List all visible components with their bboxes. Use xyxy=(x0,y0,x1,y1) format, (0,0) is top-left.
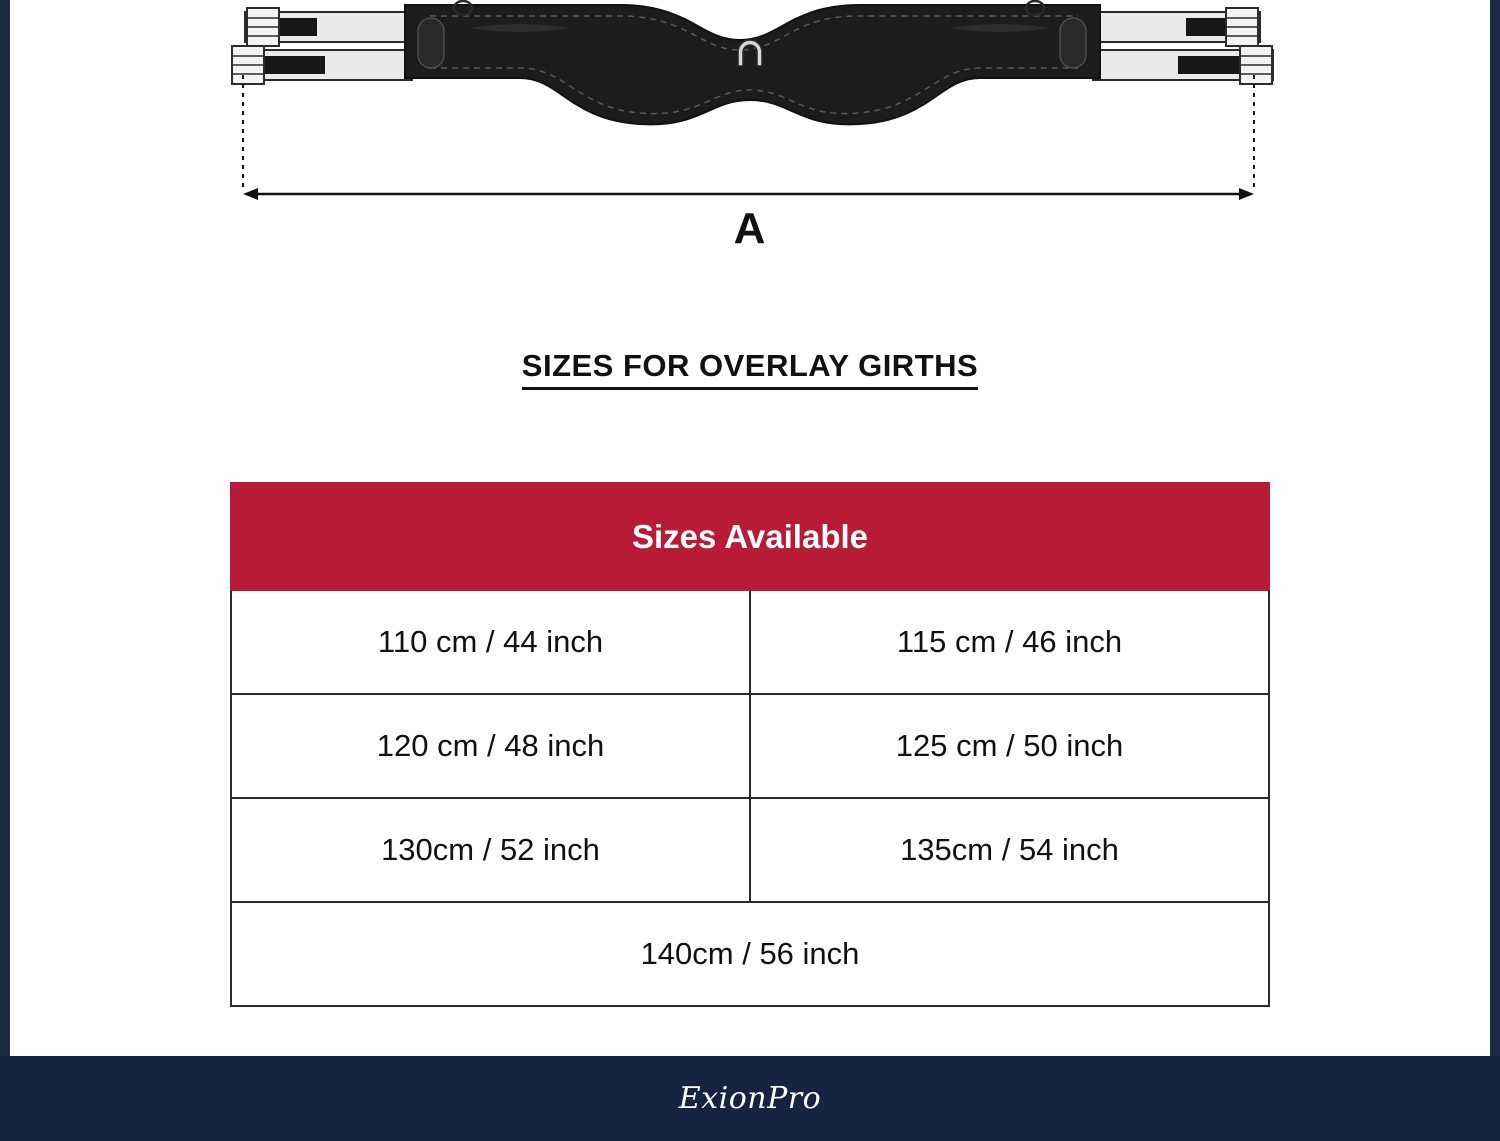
overlay-panel-left xyxy=(418,18,444,68)
girth-body xyxy=(405,5,1100,124)
dimension-label-a: A xyxy=(733,204,767,253)
size-cell: 115 cm / 46 inch xyxy=(750,590,1269,694)
table-row xyxy=(231,590,1269,694)
size-cell: 110 cm / 44 inch xyxy=(231,590,750,694)
brand-logo: ExionPro xyxy=(678,1081,822,1116)
girth-diagram xyxy=(0,0,1500,300)
table-row xyxy=(231,694,1269,798)
size-cell: 125 cm / 50 inch xyxy=(750,694,1269,798)
size-cell: 120 cm / 48 inch xyxy=(231,694,750,798)
girth-illustration xyxy=(0,0,1500,300)
table-row xyxy=(231,902,1269,1006)
footer-bar xyxy=(0,1056,1500,1141)
page-title xyxy=(0,348,1500,384)
size-cell: 135cm / 54 inch xyxy=(750,798,1269,902)
page-title-text: SIZES FOR OVERLAY GIRTHS xyxy=(522,348,978,390)
overlay-panel-right xyxy=(1060,18,1086,68)
size-cell: 130cm / 52 inch xyxy=(231,798,750,902)
size-cell-full-width: 140cm / 56 inch xyxy=(231,902,1269,1006)
sizes-table xyxy=(230,482,1270,1007)
dimension-arrow-right xyxy=(1239,188,1254,200)
table-row xyxy=(231,798,1269,902)
left-billet-straps xyxy=(232,8,425,84)
dimension-arrow-left xyxy=(243,188,258,200)
right-billet-straps xyxy=(1080,8,1273,84)
table-header-row xyxy=(231,483,1269,590)
sizes-available-header: Sizes Available xyxy=(231,483,1269,590)
